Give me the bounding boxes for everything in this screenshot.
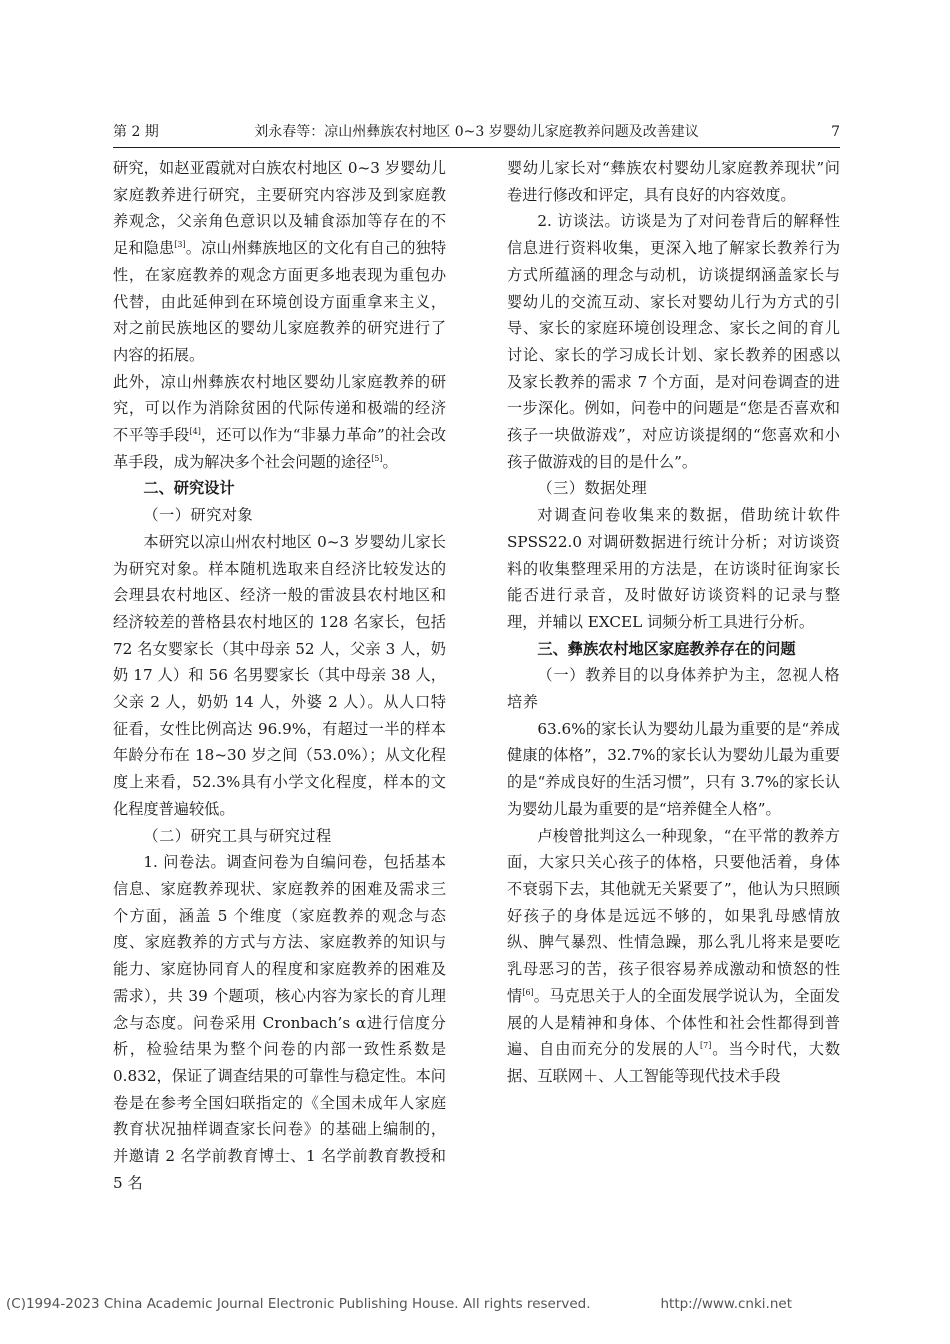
section-heading-research-design: 二、研究设计	[143, 479, 235, 498]
subsection-heading-goal: （一）教养目的以身体养护为主，忽视人格培养	[507, 666, 840, 712]
paragraph-interview: 2. 访谈法。访谈是为了对问卷背后的解释性信息进行资料收集，更深入地了解家长教养行为方式所蕴涵的理念与动机，访谈提纲涵盖家长与婴幼儿的交流互动、家长对婴幼儿行为方式的引导、家长的家庭环境创设理念、家长之间的育儿讨论、家长的学习成长计划、家长教养的困惑以及家长教养的需求 7 个方面，是对问卷调查的进一步深化。例如，问卷中的问题是“您是否喜欢和孩子一块做游戏”，对应访谈提纲的“您喜欢和小孩子做游戏的目的是什么”。	[507, 212, 840, 471]
paragraph-questionnaire-continued: 婴幼儿家长对“彝族农村婴幼儿家庭教养现状”问卷进行修改和评定，具有良好的内容效度。	[507, 159, 840, 204]
running-title: 刘永春等：凉山州彝族农村地区 0~3 岁婴幼儿家庭教养问题及改善建议	[254, 124, 699, 140]
paragraph-questionnaire: 1. 问卷法。调查问卷为自编问卷，包括基本信息、家庭教养现状、家庭教养的困难及需求三个方面，涵盖 5 个维度（家庭教养的观念与态度、家庭教养的方式与方法、家庭教养的知识与能力、家庭协同育人的程度和家庭教养的困难及需求），共 39 个题项，核心内容为家长的育儿理念与态度。问卷采用 Cronbach’s α进行信度分析，检验结果为整个问卷的内部一致性系数是 0.832，保证了调查结果的可靠性与稳定性。本问卷是在参考全国妇联指定的《全国未成年人家庭教育状况抽样调查家长问卷》的基础上编制的，并邀请 2 名学前教育博士、1 名学前教育教授和 5 名	[113, 853, 446, 1192]
header-rule	[113, 147, 840, 148]
page-number: 7	[831, 124, 840, 140]
citation-6[interactable]: [6]	[522, 987, 534, 997]
website-link[interactable]: http://www.cnki.net	[660, 1296, 792, 1312]
citation-5[interactable]: [5]	[371, 453, 383, 463]
section-heading-problems: 三、彝族农村地区家庭教养存在的问题	[537, 639, 796, 658]
issue-number: 第 2 期	[113, 124, 159, 140]
subsection-heading-data-processing: （三）数据处理	[537, 479, 648, 498]
paragraph-data-processing: 对调查问卷收集来的数据，借助统计软件 SPSS22.0 对调研数据进行统计分析；对访谈资料的收集整理采用的方法是，在访谈时征询家长能否进行录音，及时做好访谈资料的记录与整理，并辅以 EXCEL 词频分析工具进行分析。	[507, 506, 840, 631]
subsection-heading-tools: （二）研究工具与研究过程	[143, 826, 332, 845]
paragraph-continued: 研究，如赵亚霞就对白族农村地区 0~3 岁婴幼儿家庭教养进行研究，主要研究内容涉及到家庭教养观念，父亲角色意识以及辅食添加等存在的不足和隐患[3]。凉山州彝族地区的文化有自己的独特性，在家庭教养的观念方面更多地表现为重包办代替，由此延伸到在环境创设方面重拿来主义，对之前民族地区的婴幼儿家庭教养的研究进行了内容的拓展。	[113, 159, 447, 364]
running-header	[113, 122, 840, 146]
left-column	[113, 155, 446, 1196]
paragraph-rousseau: 卢梭曾批判这么一种现象，“在平常的教养方面，大家只关心孩子的体格，只要他活着，身体不衰弱下去，其他就无关紧要了”，他认为只照顾好孩子的身体是远远不够的，如果乳母感情放纵、脾气暴烈、性情急躁，那么乳儿将来是要吃乳母恶习的苦，孩子很容易养成激动和愤怒的性情[6]。马克思关于人的全面发展学说认为，全面发展的人是精神和身体、个体性和社会性都得到普遍、自由而充分的发展的人[7]。当今时代，大数据、互联网＋、人工智能等现代技术手段	[507, 826, 841, 1085]
right-column	[507, 155, 840, 1090]
citation-3[interactable]: [3]	[174, 240, 186, 250]
citation-4[interactable]: [4]	[189, 427, 201, 437]
paragraph-research-object: 本研究以凉山州农村地区 0~3 岁婴幼儿家长为研究对象。样本随机选取来自经济比较发达的会理县农村地区、经济一般的雷波县农村地区和经济较差的普格县农村地区的 128 名家长，包括 72 名女婴家长（其中母亲 52 人，父亲 3 人，奶奶 17 人）和 56 名男婴家长（其中母亲 38 人，父亲 2 人，奶奶 14 人，外婆 2 人）。从人口特征看，女性比例高达 96.9%，有超过一半的样本年龄分布在 18~30 岁之间（53.0%）；从文化程度上来看，52.3%具有小学文化程度，样本的文化程度普遍较低。	[113, 532, 446, 818]
paragraph-statistics: 63.6%的家长认为婴幼儿最为重要的是“养成健康的体格”，32.7%的家长认为婴幼儿最为重要的是“养成良好的生活习惯”，只有 3.7%的家长认为婴幼儿最为重要的是“培养健全人格”。	[507, 719, 840, 818]
copyright-notice: (C)1994-2023 China Academic Journal Electronic Publishing House. All rights reserved.	[6, 1296, 591, 1312]
subsection-heading-research-object: （一）研究对象	[143, 506, 254, 525]
page-footer	[0, 1296, 950, 1316]
paragraph-significance: 此外，凉山州彝族农村地区婴幼儿家庭教养的研究，可以作为消除贫困的代际传递和极端的经济不平等手段[4]，还可以作为“非暴力革命”的社会改革手段，成为解决多个社会问题的途径[5]。	[113, 372, 447, 471]
citation-7[interactable]: [7]	[700, 1041, 712, 1051]
